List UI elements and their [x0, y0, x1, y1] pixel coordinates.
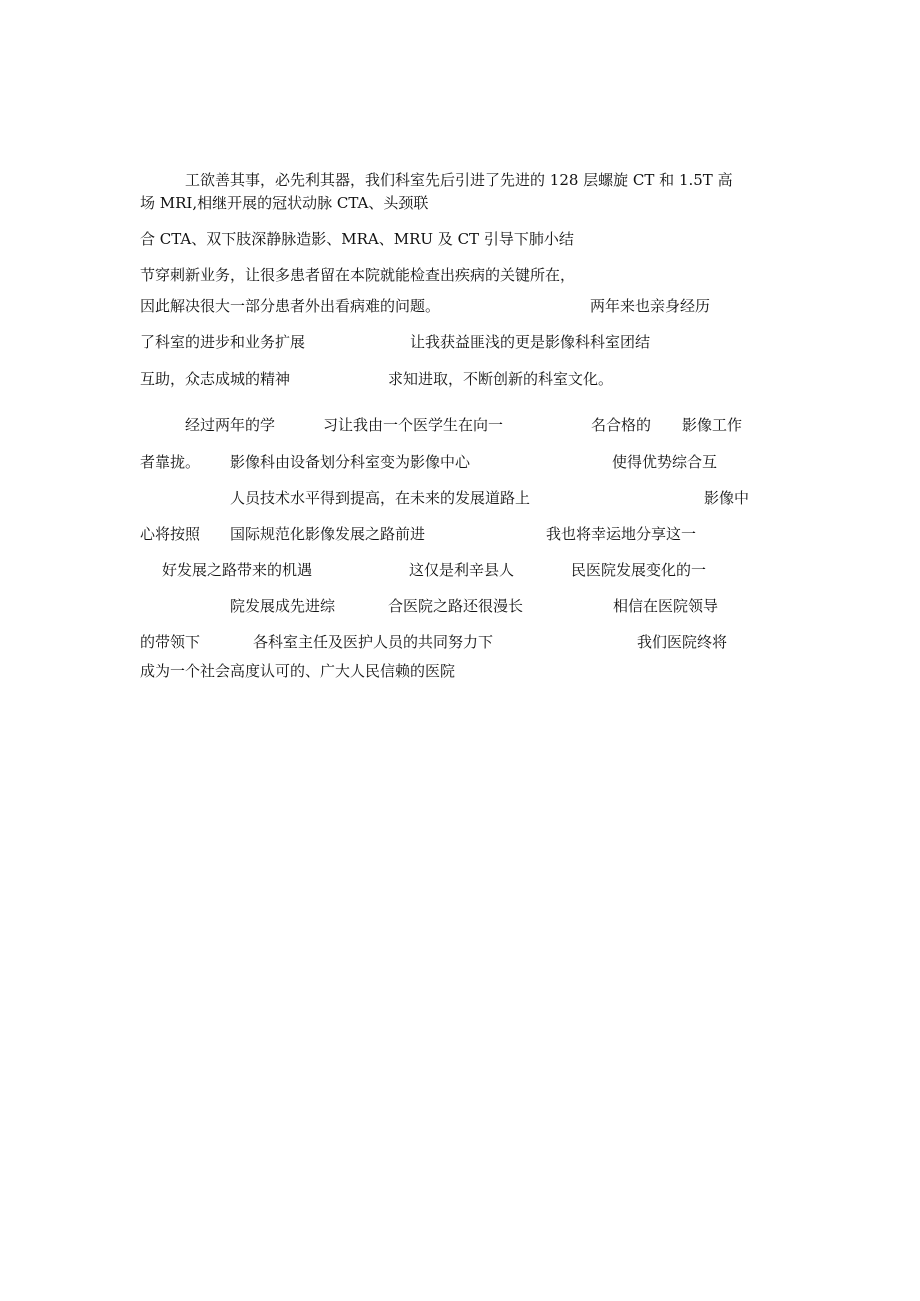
text-segment: 工欲善其事，必先利其器，我们科室先后引进了先进的 128 层螺旋 CT 和 1.5T 高	[185, 171, 733, 189]
text-segment: 合医院之路还很漫长	[388, 597, 524, 615]
text-segment: 者靠拢。	[140, 453, 201, 471]
text-segment: 相信在医院领导	[613, 597, 719, 615]
text-segment: 各科室主任及医护人员的共同努力下	[253, 633, 494, 651]
text-segment: 两年来也亲身经历	[590, 297, 711, 315]
text-segment: 节穿刺新业务，让很多患者留在本院就能检查出疾病的关键所在，	[140, 266, 576, 284]
text-segment: 影像科由设备划分科室变为影像中心	[230, 453, 471, 471]
text-segment: 的带领下	[140, 633, 201, 651]
text-segment: 习让我由一个医学生在向一	[323, 416, 504, 434]
text-segment: 国际规范化影像发展之路前进	[230, 525, 426, 543]
text-segment: 名合格的	[591, 416, 652, 434]
text-segment: 让我获益匪浅的更是影像科科室团结	[410, 333, 651, 351]
text-segment: 心将按照	[140, 525, 201, 543]
text-segment: 合 CTA、双下肢深静脉造影、MRA、MRU 及 CT 引导下肺小结	[140, 230, 574, 248]
text-segment: 场 MRI,相继开展的冠状动脉 CTA、头颈联	[140, 194, 429, 212]
text-segment: 成为一个社会高度认可的、广大人民信赖的医院	[140, 662, 456, 680]
text-segment: 我们医院终将	[637, 633, 728, 651]
text-segment: 民医院发展变化的一	[571, 561, 707, 579]
text-segment: 好发展之路带来的机遇	[162, 561, 313, 579]
text-segment: 经过两年的学	[185, 416, 276, 434]
text-segment: 使得优势综合互	[612, 453, 718, 471]
text-segment: 求知进取，不断创新的科室文化。	[388, 370, 614, 388]
text-segment: 人员技术水平得到提高，在未来的发展道路上	[230, 489, 531, 507]
text-segment: 影像工作	[682, 416, 743, 434]
text-segment: 互助，众志成城的精神	[140, 370, 291, 388]
text-segment: 影像中	[704, 489, 750, 507]
text-segment: 因此解决很大一部分患者外出看病难的问题。	[140, 297, 441, 315]
text-segment: 这仅是利辛县人	[409, 561, 515, 579]
text-segment: 院发展成先进综	[230, 597, 336, 615]
text-segment: 我也将幸运地分享这一	[546, 525, 697, 543]
text-segment: 了科室的进步和业务扩展	[140, 333, 306, 351]
